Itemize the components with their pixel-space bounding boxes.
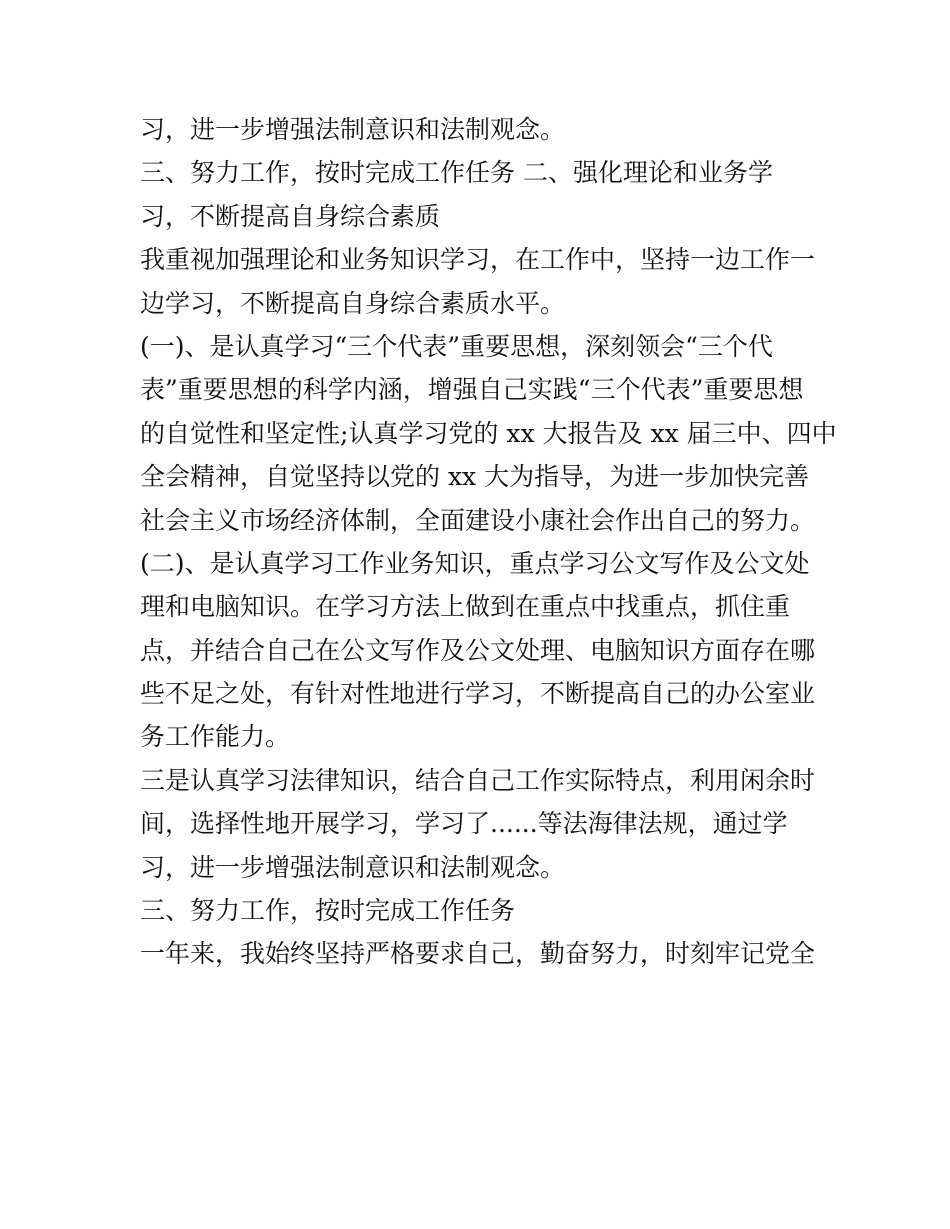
text-line: 点，并结合自己在公文写作及公文处理、电脑知识方面存在哪 [140,635,816,665]
section-heading-line: 三、努力工作，按时完成工作任务 [140,896,516,926]
text-line: 间，选择性地开展学习，学习了......等法海律法规，通过学 [140,809,788,839]
text-line: 的自觉性和坚定性;认真学习党的 xx 大报告及 xx 届三中、四中 [140,418,837,448]
text-line: 一年来，我始终坚持严格要求自己，勤奋努力，时刻牢记党全 [140,939,816,969]
text-line: 务工作能力。 [140,722,291,752]
document-body [140,108,837,976]
text-line: (二)、是认真学习工作业务知识，重点学习公文写作及公文处 [140,548,810,578]
section-heading-line: 三、努力工作，按时完成工作任务 二、强化理论和业务学 [140,158,773,188]
text-line: 习，不断提高自身综合素质 [140,201,441,231]
text-line: 三是认真学习法律知识，结合自己工作实际特点，利用闲余时 [140,765,816,795]
text-line: 习，进一步增强法制意识和法制观念。 [140,852,566,882]
text-line: 理和电脑知识。在学习方法上做到在重点中找重点，抓住重 [140,592,791,622]
text-line: 社会主义市场经济体制，全面建设小康社会作出自己的努力。 [140,505,816,535]
text-line: 边学习，不断提高自身综合素质水平。 [140,288,566,318]
text-line: 些不足之处，有针对性地进行学习，不断提高自己的办公室业 [140,679,816,709]
text-line: 我重视加强理论和业务知识学习，在工作中，坚持一边工作一 [140,245,816,275]
text-line: 习，进一步增强法制意识和法制观念。 [140,115,566,144]
text-line: (一)、是认真学习“三个代表”重要思想，深刻领会“三个代 [140,331,773,361]
text-line: 表”重要思想的科学内涵，增强自己实践“三个代表”重要思想 [140,375,804,405]
text-line: 全会精神，自觉坚持以党的 xx 大为指导，为进一步加快完善 [140,462,810,492]
